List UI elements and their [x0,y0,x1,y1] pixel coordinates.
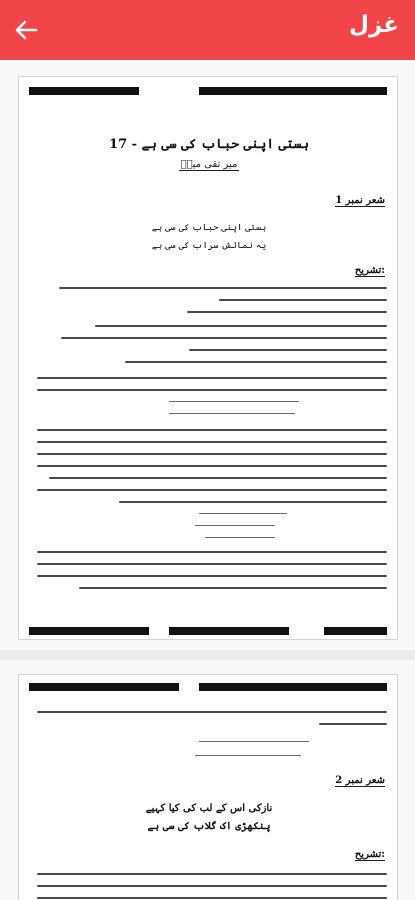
page-sheet-2 [0,660,415,900]
text-line [199,513,287,514]
text-line [37,897,387,899]
footer-bar [29,627,149,635]
text-line [199,741,309,742]
text-line [37,575,387,577]
tashreeh-heading-text: تشریح: [354,849,385,860]
text-line [79,587,387,589]
sher-heading-text: شعر نمبر 2 [335,775,385,786]
header-bar [199,87,387,95]
text-line [37,441,387,443]
text-line [37,389,387,391]
back-button[interactable] [10,14,42,46]
app-bar [0,0,415,60]
verse-line: پنکھڑی اک گلاب کی سی ہے [147,821,271,832]
verse-line: نازکی اس کے لب کی کیا کہیے [145,803,273,814]
poem-title: 17 - ہستی اپنی حباب کی سی ہے [109,137,309,152]
page-1 [18,76,398,640]
page-sheet-1 [0,60,415,650]
text-line [95,325,387,327]
text-line [37,711,387,713]
text-line [125,361,387,363]
text-line [169,413,295,414]
tashreeh-heading [355,265,385,276]
text-line [37,429,387,431]
text-line [37,465,387,467]
poet-name [19,159,399,170]
text-line [37,489,387,491]
sher-heading [335,775,385,786]
text-line [49,477,387,479]
verse-line: یہ نمائش سراب کی سی ہے [151,241,267,251]
text-line [59,287,387,289]
sher-heading [335,195,385,206]
header-bar [29,87,139,95]
sher-heading-text: شعر نمبر 1 [335,195,385,206]
text-line [37,377,387,379]
tashreeh-heading-text: تشریح: [354,265,385,276]
text-line [169,401,299,402]
header-bar [199,683,387,691]
text-line [195,525,275,526]
text-line [219,299,387,301]
page-2 [18,674,398,900]
arrow-left-icon [10,14,42,46]
text-line [37,873,387,875]
text-line [187,311,387,313]
verse-line: ہستی اپنی حباب کی سی ہے [151,223,267,233]
text-line [319,723,387,725]
text-line [37,453,387,455]
text-line [61,337,387,339]
text-line [37,551,387,553]
poet-name-text: میر تقی میرؔ [180,159,238,170]
text-line [205,537,275,538]
document-viewer[interactable] [0,60,415,900]
text-line [119,501,387,503]
header-bar [29,683,179,691]
tashreeh-heading [355,849,385,860]
footer-bar [324,627,387,635]
text-line [195,755,301,756]
app-bar-title: غزل [349,12,399,38]
text-line [37,885,387,887]
footer-bar [169,627,289,635]
text-line [189,349,387,351]
text-line [37,563,387,565]
